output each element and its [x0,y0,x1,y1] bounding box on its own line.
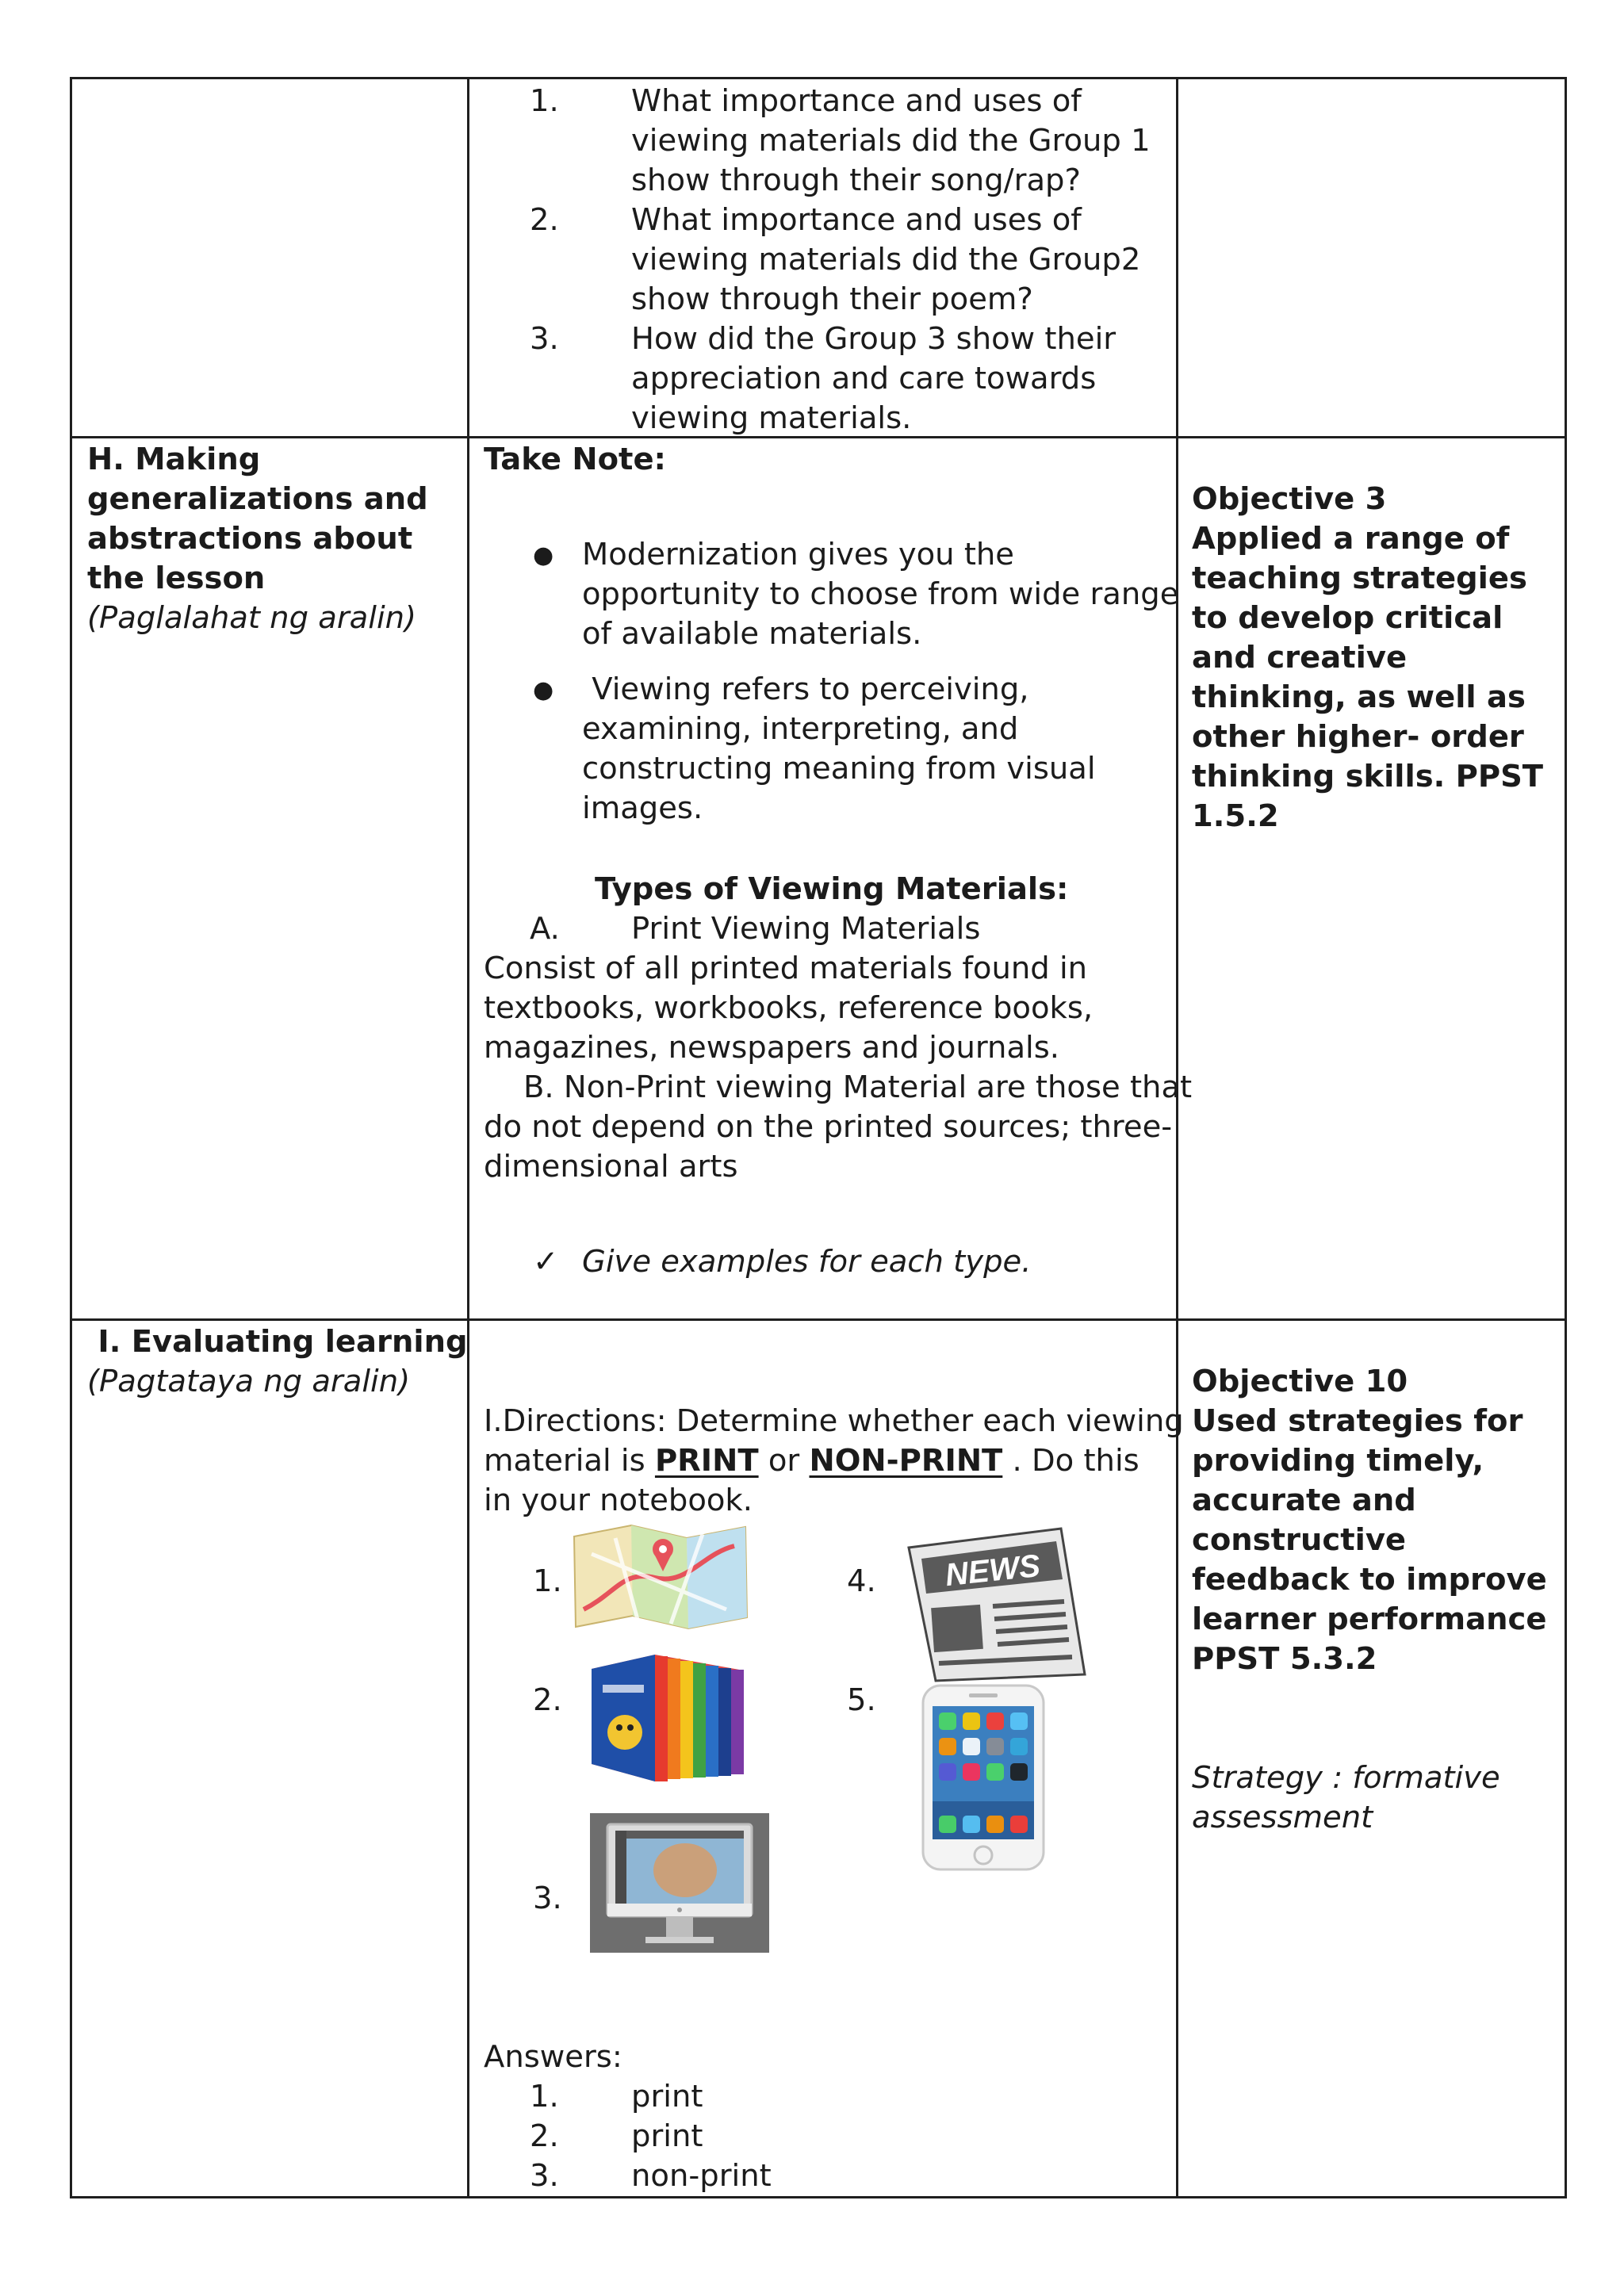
objective-line: accurate and [1192,1483,1416,1518]
directions-text: material is [484,1443,655,1479]
books-icon [576,1645,750,1788]
question-line: What importance and uses of [631,83,1082,119]
answer-text: print [631,2079,703,2114]
question-line: viewing materials did the Group2 [631,242,1141,277]
directions-text: or [758,1443,810,1479]
note-bullet-line: of available materials. [582,616,922,652]
note-bullet-line: Viewing refers to perceiving, [582,672,1029,707]
question-number: 1. [530,83,559,119]
objective-line: Applied a range of [1192,521,1510,557]
column-divider-1 [467,77,469,2198]
objective-line: PPST 5.3.2 [1192,1641,1377,1677]
question-line: What importance and uses of [631,202,1082,238]
note-bullet-line: images. [582,790,703,826]
directions-line [484,1441,1139,1481]
question-number: 3. [530,321,559,357]
note-bullet-line: Modernization gives you the [582,537,1014,572]
objective-line: 1.5.2 [1192,798,1279,834]
map-icon [568,1522,752,1632]
objective-line: feedback to improve [1192,1562,1547,1598]
type-b-desc-line: do not depend on the printed sources; three- [484,1109,1173,1145]
directions-text: . Do this [1002,1443,1139,1479]
computer-monitor-icon [590,1813,769,1953]
table-left-border [70,77,72,2198]
question-line: appreciation and care towards [631,361,1097,396]
newspaper-title: NEWS [943,1548,1042,1594]
type-a-letter: A. [530,911,560,947]
question-line: viewing materials. [631,400,912,436]
directions-line: in your notebook. [484,1483,753,1518]
objective-line: and creative [1192,640,1408,675]
directions-line: I.Directions: Determine whether each viewing [484,1403,1184,1439]
nonprint-keyword: NON-PRINT [809,1443,1003,1479]
objective-line: Used strategies for [1192,1403,1523,1439]
objective-line: thinking, as well as [1192,679,1526,715]
item-number: 3. [533,1881,562,1916]
answer-number: 3. [530,2158,559,2194]
question-line: viewing materials did the Group 1 [631,123,1151,159]
checkmark-icon: ✓ [533,1244,559,1280]
smartphone-icon [917,1682,1050,1873]
objective-line: to develop critical [1192,600,1503,636]
type-b-desc-line: B. Non-Print viewing Material are those that [523,1070,1193,1105]
types-heading: Types of Viewing Materials: [595,871,1069,907]
objective-line: Objective 3 [1192,481,1387,517]
bullet-icon: ● [533,541,554,569]
type-a-desc-line: magazines, newspapers and journals. [484,1030,1060,1066]
table-right-border [1565,77,1567,2198]
objective-line: learner performance [1192,1601,1547,1637]
question-line: show through their poem? [631,281,1033,317]
question-number: 2. [530,202,559,238]
objective-line: Objective 10 [1192,1364,1408,1399]
answers-label: Answers: [484,2039,622,2075]
row-h-title-line: the lesson [87,561,266,596]
row-h-title-line: generalizations and [87,481,428,517]
type-a-desc-line: textbooks, workbooks, reference books, [484,990,1094,1026]
note-bullet-line: constructing meaning from visual [582,751,1096,786]
note-bullet-line: opportunity to choose from wide range [582,576,1179,612]
item-number: 1. [533,1563,562,1599]
objective-line: thinking skills. PPST [1192,759,1544,794]
answer-number: 1. [530,2079,559,2114]
answer-text: non-print [631,2158,772,2194]
item-number: 4. [847,1563,876,1599]
objective-line: other higher- order [1192,719,1524,755]
question-line: show through their song/rap? [631,163,1081,198]
objective-line: constructive [1192,1522,1407,1558]
type-a-label: Print Viewing Materials [631,911,981,947]
strategy-line: assessment [1192,1800,1373,1835]
check-instruction: Give examples for each type. [582,1244,1032,1280]
row-i-title: I. Evaluating learning [87,1324,468,1360]
strategy-line: Strategy : formative [1192,1760,1500,1796]
answer-number: 2. [530,2118,559,2154]
print-keyword: PRINT [654,1443,759,1479]
row-h-subtitle: (Paglalahat ng aralin) [87,600,417,636]
objective-line: teaching strategies [1192,561,1527,596]
answer-text: print [631,2118,703,2154]
item-number: 5. [847,1682,876,1718]
newspaper-icon [894,1524,1093,1682]
item-number: 2. [533,1682,562,1718]
row-i-subtitle: (Pagtataya ng aralin) [87,1364,411,1399]
question-line: How did the Group 3 show their [631,321,1116,357]
bullet-icon: ● [533,676,554,704]
column-divider-2 [1176,77,1178,2198]
row-h-title-line: H. Making [87,442,261,477]
type-b-desc-line: dimensional arts [484,1149,738,1184]
take-note-heading: Take Note: [484,442,666,477]
row-divider-h-i [70,1318,1567,1321]
table-top-border [70,77,1567,79]
row-h-title-line: abstractions about [87,521,413,557]
type-a-desc-line: Consist of all printed materials found in [484,951,1088,986]
note-bullet-line: examining, interpreting, and [582,711,1019,747]
objective-line: providing timely, [1192,1443,1484,1479]
table-bottom-border [70,2196,1567,2198]
